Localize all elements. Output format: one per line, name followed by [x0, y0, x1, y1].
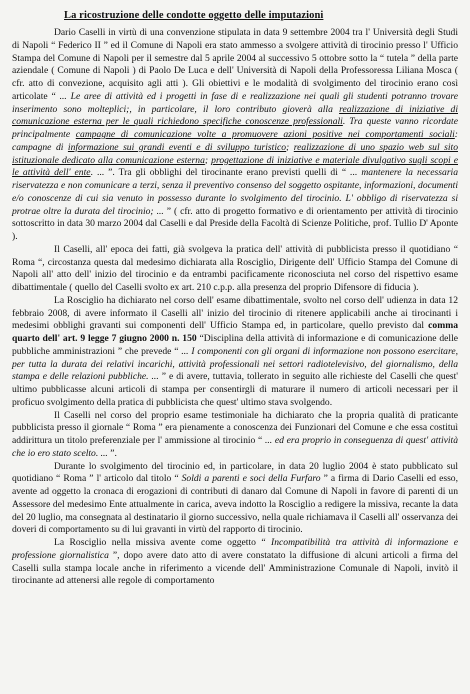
text-run: “Disciplina della attività di informazione e di comunicazione delle pubbliche amministrazioni ” che prevede “	[12, 333, 458, 357]
text-run: ... mantenere la necessaria riservatezza e non comunicare a terzi, senza il preventivo consenso del soggetto ospitante, informazioni, documenti e/o conoscenze di cui sia venuto in possesso durante lo svolgimento del tirocinio. L' obbligo di riservatezza si protrae oltre la durata del tirocinio; ...	[12, 167, 459, 217]
text-run: ;	[204, 154, 212, 166]
paragraph	[12, 537, 458, 588]
text-run: comma quarto dell' art. 9 legge 7 giugno 2000 n. 150	[12, 320, 458, 344]
text-run: Dario Caselli in virtù di una convenzione stipulata in data 9 settembre 2004 tra l' Università degli Studi di Napoli “ Federico II ” ed il Comune di Napoli era stato ammesso a svolgere attività di tirocinio presso l' Ufficio Stampa del Comune di Napoli per il semestre dal 5 aprile 2004 al successivo 5 ottobre sotto la “ tutela ” della parte aziendale ( Comune di Napoli ) di Paolo De Luca e dell' Università di Napoli della Professoressa Liliana Mosca ( cfr. atto di convezione, acquisito agli atti ). Gli obiettivi e le modalità di svolgimento del tirocinio erano così articolate “	[12, 27, 458, 102]
text-run: ” e di avere, tuttavia, tollerato in seguito alle richieste del Caselli che quest' ultimo pubblicasse alcuni articoli di stampa per consentirgli di maturare il numero di articoli necessari per il proficuo svolgimento della pratica di pubblicista che quest' ultimo stava svolgendo.	[12, 371, 458, 408]
text-run: Soldi a parenti e soci della Furfaro	[181, 473, 321, 485]
text-run: ” ( cfr. atto di progetto formativo e di orientamento per attività di tirocinio sottoscritto in data 30 marzo 2004 dal Caselli e dal Preside della Facoltà di Scienze Politiche, prof. Tullio D' Aponte ).	[12, 205, 458, 242]
text-run: ”, dopo avere dato atto di avere constatato la diffusione di alcuni articoli a firma del Caselli sulla stampa locale anche in riferimento a vicende dell' Amministrazione Comunale di Napoli, invitò il tirocinante ad attenersi alle regole di comportamento	[12, 549, 458, 587]
text-run: La Rosciglio nella missiva avente come oggetto “	[54, 537, 272, 548]
text-run: La Rosciglio ha dichiarato nel corso dell' esame dibattimentale, svolto nel corso dell' udienza in data 12 febbraio 2008, di avere informato il Caselli all' inizio del tirocinio di ritenere applicabili anche ai tirocinanti i medesimi obblighi gravanti sui componenti dell' Ufficio Stampa ed, in particolare, quello previsto dal	[12, 294, 458, 332]
text-run: realizzazione di iniziative di comunicazione esterna per le quali richiedono specifiche conoscenze professionali	[12, 103, 458, 128]
text-run: Il Caselli, all' epoca dei fatti, già svolgeva la pratica dell' attività di pubblicista presso il quotidiano “ Roma “, circostanza questa dal medesimo dichiarata alla Rosciglio, Dirigente dell' Ufficio Stampa del Comune di Napoli all' atto dell' inizio del tirocinio e da entrambi pacificamente riconosciuta nel corso del rispettivo esame dibattimentale ( quello del Caselli svolto ex art. 210 c.p.p. alla presenza del proprio Difensore di fiducia ).	[12, 243, 458, 293]
text-run: ... I componenti con gli organi di informazione non possono esercitare, per tutta la durata dei relativi incarichi, attività professionali nei settori radiotelevisivo, del giornalismo, della stampa e delle relazioni pubbliche. ...	[12, 345, 458, 383]
text-run: ... Le aree di attività ed i progetti in fase di e realizzazione nei quali gli studenti potranno trovare inserimento sono molteplici;, in particolare, il loro contributo gioverà alla	[12, 90, 458, 115]
text-run: ”.	[107, 447, 117, 459]
body-text	[12, 27, 458, 588]
text-run: . Tra queste vanno ricordate principalmente	[12, 116, 458, 140]
text-run: campagne di comunicazione volte a promuovere azioni positive nei comportamenti sociali	[75, 129, 455, 140]
text-run: Incompatibilità tra attività di informazione e professione giornalistica	[12, 537, 458, 561]
paragraph	[12, 410, 458, 461]
paragraph	[12, 461, 458, 538]
text-run: realizzazione di uno spazio web sul sito istituzionale dedicato alla comunicazione esterna	[12, 141, 459, 166]
paragraph	[12, 27, 458, 244]
text-run: ... ed era proprio in conseguenza di quest' attività che io ero stato scelto. ...	[12, 435, 459, 459]
text-run: ;	[286, 141, 294, 153]
text-run: informazione sui grandi eventi e di sviluppo turistico	[67, 141, 287, 153]
paragraph	[12, 295, 458, 410]
text-run: . ... ”. Tra gli obblighi del tirocinante erano previsti quelli di “	[90, 167, 351, 179]
text-run: : campagne di	[12, 129, 458, 153]
text-run: Il Caselli nel corso del proprio esame testimoniale ha dichiarato che la propria qualità di praticante pubblicista presso il giornale “ Roma ” era pienamente a conoscenza dei Funzionari del Comune e che essa costituì addirittura un titolo preferenziale per l' ammissione al tirocinio “	[12, 409, 458, 446]
text-run: Durante lo svolgimento del tirocinio ed, in particolare, in data 20 luglio 2004 è stato pubblicato sul quotidiano “ Roma ” l' articolo dal titolo “	[12, 460, 458, 485]
section-title: La ricostruzione delle condotte oggetto delle imputazioni	[64, 10, 324, 21]
text-run: progettazione di iniziative e materiale divulgativo sugli scopi e le attività dell' ente	[12, 154, 459, 179]
paragraph	[12, 244, 458, 295]
text-run: ” a firma di Dario Caselli ed esso, avente ad oggetto la cronaca di erogazioni di contributi di danaro dal Comune di Napoli in favore di parenti di un Assessore del medesimo Ente attualmente in carica, aveva indotto la Rosciglio a redigere la missiva, recante la data del 20 luglio, ma consegnata al destinatario il giorno successivo, nella quale richiamava il Caselli all' osservanza dei doveri di comportamento su di lui gravanti in virtù del rapporto di tirocinio.	[12, 473, 458, 536]
